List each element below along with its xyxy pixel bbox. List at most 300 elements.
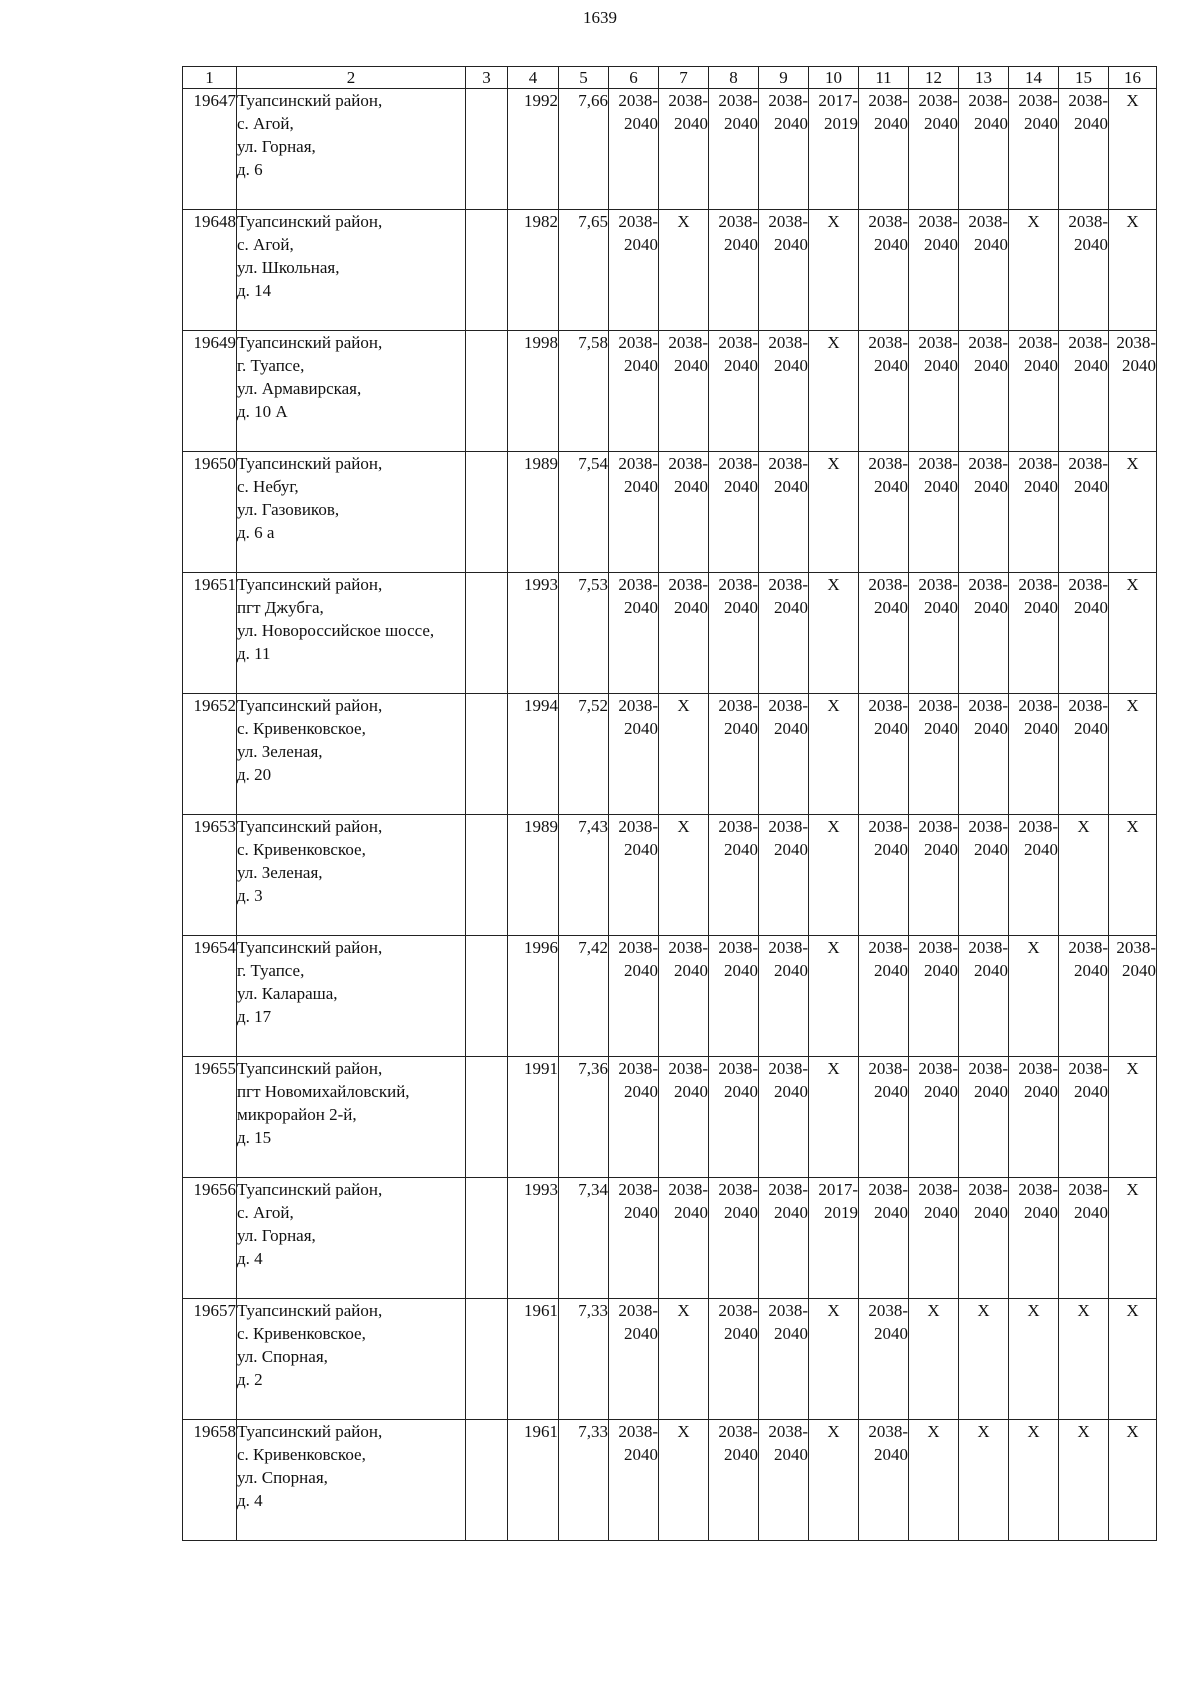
period-part: 2040	[1074, 477, 1108, 496]
address-line: ул. Спорная,	[237, 1347, 328, 1366]
period-part: 2038-	[918, 938, 958, 957]
column-header: 16	[1109, 67, 1157, 89]
period-part: 2040	[624, 961, 658, 980]
period-part: 2040	[1024, 356, 1058, 375]
period-part: 2040	[924, 598, 958, 617]
period-cell	[909, 210, 959, 331]
not-applicable-cell: X	[959, 1299, 1009, 1420]
period-cell	[809, 1178, 859, 1299]
year-cell: 1998	[508, 331, 559, 452]
value-cell: 7,52	[559, 694, 609, 815]
period-part: 2040	[674, 356, 708, 375]
period-cell	[959, 694, 1009, 815]
period-part: 2038-	[1068, 696, 1108, 715]
address-line: д. 17	[237, 1007, 272, 1026]
year-cell: 1982	[508, 210, 559, 331]
period-part: 2040	[1024, 477, 1058, 496]
period-cell	[909, 573, 959, 694]
address-cell	[237, 1299, 466, 1420]
period-cell	[1059, 331, 1109, 452]
table-row	[183, 694, 1157, 815]
period-part: 2038-	[868, 212, 908, 231]
period-cell	[709, 1299, 759, 1420]
period-part: 2040	[1074, 961, 1108, 980]
record-number: 19650	[183, 452, 237, 573]
period-part: 2040	[774, 356, 808, 375]
period-cell	[1009, 331, 1059, 452]
empty-cell	[466, 815, 508, 936]
period-cell	[659, 331, 709, 452]
period-cell	[1009, 89, 1059, 210]
table-row	[183, 89, 1157, 210]
address-cell	[237, 815, 466, 936]
column-header: 12	[909, 67, 959, 89]
period-part: 2038-	[718, 1301, 758, 1320]
period-cell	[659, 452, 709, 573]
address-cell	[237, 694, 466, 815]
table-row	[183, 1420, 1157, 1541]
not-applicable-cell: X	[1059, 1299, 1109, 1420]
value-cell: 7,34	[559, 1178, 609, 1299]
period-cell	[1009, 1057, 1059, 1178]
period-part: 2040	[674, 1082, 708, 1101]
period-part: 2038-	[868, 938, 908, 957]
period-cell	[1009, 1178, 1059, 1299]
address-line: с. Кривенковское,	[237, 719, 366, 738]
value-cell: 7,53	[559, 573, 609, 694]
period-part: 2040	[674, 477, 708, 496]
value-cell: 7,33	[559, 1299, 609, 1420]
period-cell	[759, 694, 809, 815]
period-cell	[959, 573, 1009, 694]
address-line: г. Туапсе,	[237, 356, 305, 375]
period-part: 2038-	[868, 1180, 908, 1199]
not-applicable-cell: X	[1059, 1420, 1109, 1541]
period-part: 2038-	[1068, 938, 1108, 957]
address-line: Туапсинский район,	[237, 91, 383, 110]
period-part: 2038-	[868, 454, 908, 473]
period-part: 2038-	[968, 333, 1008, 352]
address-line: д. 4	[237, 1491, 263, 1510]
period-part: 2040	[1074, 719, 1108, 738]
year-cell: 1961	[508, 1420, 559, 1541]
column-header: 6	[609, 67, 659, 89]
period-cell	[609, 331, 659, 452]
period-part: 2038-	[718, 212, 758, 231]
period-part: 2040	[724, 840, 758, 859]
period-cell	[909, 815, 959, 936]
period-part: 2040	[774, 598, 808, 617]
address-line: ул. Армавирская,	[237, 379, 362, 398]
not-applicable-cell: X	[1109, 452, 1157, 573]
not-applicable-cell: X	[1009, 1299, 1059, 1420]
period-cell	[759, 1420, 809, 1541]
period-part: 2040	[1074, 1082, 1108, 1101]
period-part: 2038-	[918, 1059, 958, 1078]
period-cell	[859, 452, 909, 573]
housing-register-table	[182, 66, 1157, 1541]
period-part: 2038-	[1116, 333, 1156, 352]
period-cell	[959, 89, 1009, 210]
period-part: 2040	[1074, 356, 1108, 375]
period-part: 2040	[724, 356, 758, 375]
period-part: 2038-	[768, 575, 808, 594]
period-part: 2038-	[968, 575, 1008, 594]
period-part: 2038-	[868, 575, 908, 594]
period-part: 2038-	[618, 1059, 658, 1078]
period-part: 2040	[874, 114, 908, 133]
period-part: 2017-	[818, 91, 858, 110]
period-part: 2038-	[968, 938, 1008, 957]
period-part: 2038-	[968, 1059, 1008, 1078]
period-cell	[659, 89, 709, 210]
period-part: 2040	[624, 598, 658, 617]
period-part: 2038-	[1068, 91, 1108, 110]
period-cell	[709, 210, 759, 331]
period-cell	[859, 1178, 909, 1299]
period-cell	[759, 452, 809, 573]
period-part: 2040	[624, 1445, 658, 1464]
year-cell: 1989	[508, 452, 559, 573]
year-cell: 1961	[508, 1299, 559, 1420]
address-cell	[237, 89, 466, 210]
period-cell	[709, 331, 759, 452]
year-cell: 1994	[508, 694, 559, 815]
period-cell	[1059, 89, 1109, 210]
period-part: 2038-	[768, 817, 808, 836]
period-cell	[1059, 1057, 1109, 1178]
period-part: 2019	[824, 1203, 858, 1222]
period-cell	[859, 815, 909, 936]
not-applicable-cell: X	[1109, 1299, 1157, 1420]
column-header: 9	[759, 67, 809, 89]
record-number: 19647	[183, 89, 237, 210]
period-part: 2040	[1074, 235, 1108, 254]
period-part: 2040	[974, 840, 1008, 859]
period-cell	[1009, 573, 1059, 694]
period-part: 2038-	[618, 1422, 658, 1441]
column-number-row	[183, 67, 1157, 89]
period-cell	[1109, 331, 1157, 452]
period-cell	[959, 815, 1009, 936]
period-part: 2040	[874, 1082, 908, 1101]
address-cell	[237, 573, 466, 694]
period-part: 2038-	[718, 575, 758, 594]
period-cell	[609, 1057, 659, 1178]
period-part: 2038-	[1068, 454, 1108, 473]
period-part: 2038-	[718, 454, 758, 473]
address-line: с. Агой,	[237, 114, 294, 133]
period-cell	[659, 1178, 709, 1299]
period-part: 2040	[874, 840, 908, 859]
empty-cell	[466, 1299, 508, 1420]
period-part: 2040	[724, 1203, 758, 1222]
value-cell: 7,66	[559, 89, 609, 210]
column-header: 1	[183, 67, 237, 89]
address-line: Туапсинский район,	[237, 212, 383, 231]
record-number: 19656	[183, 1178, 237, 1299]
period-part: 2040	[1074, 114, 1108, 133]
period-cell	[659, 573, 709, 694]
address-line: с. Кривенковское,	[237, 1445, 366, 1464]
table-row	[183, 815, 1157, 936]
period-part: 2038-	[668, 1180, 708, 1199]
not-applicable-cell: X	[809, 1420, 859, 1541]
period-part: 2038-	[918, 333, 958, 352]
period-part: 2038-	[768, 1422, 808, 1441]
period-part: 2040	[774, 840, 808, 859]
empty-cell	[466, 210, 508, 331]
value-cell: 7,36	[559, 1057, 609, 1178]
period-part: 2038-	[1068, 1180, 1108, 1199]
period-part: 2019	[824, 114, 858, 133]
period-part: 2038-	[968, 454, 1008, 473]
period-part: 2040	[774, 477, 808, 496]
period-cell	[759, 331, 809, 452]
period-part: 2038-	[968, 91, 1008, 110]
period-part: 2038-	[1068, 575, 1108, 594]
period-part: 2040	[774, 1082, 808, 1101]
column-header: 11	[859, 67, 909, 89]
table-header	[183, 67, 1157, 89]
period-part: 2038-	[868, 696, 908, 715]
period-cell	[609, 1420, 659, 1541]
period-part: 2040	[674, 114, 708, 133]
address-cell	[237, 1057, 466, 1178]
period-cell	[1009, 452, 1059, 573]
period-part: 2038-	[768, 333, 808, 352]
period-cell	[909, 89, 959, 210]
record-number: 19654	[183, 936, 237, 1057]
period-part: 2038-	[968, 696, 1008, 715]
record-number: 19649	[183, 331, 237, 452]
period-cell	[959, 1178, 1009, 1299]
column-header: 15	[1059, 67, 1109, 89]
address-line: Туапсинский район,	[237, 1059, 383, 1078]
period-part: 2038-	[868, 91, 908, 110]
period-part: 2040	[974, 235, 1008, 254]
period-part: 2038-	[718, 1059, 758, 1078]
record-number: 19648	[183, 210, 237, 331]
empty-cell	[466, 89, 508, 210]
period-part: 2040	[1024, 1203, 1058, 1222]
period-part: 2040	[674, 961, 708, 980]
period-part: 2038-	[668, 91, 708, 110]
not-applicable-cell: X	[809, 452, 859, 573]
period-cell	[609, 452, 659, 573]
period-part: 2038-	[918, 91, 958, 110]
address-line: Туапсинский район,	[237, 575, 383, 594]
not-applicable-cell: X	[959, 1420, 1009, 1541]
column-header: 5	[559, 67, 609, 89]
value-cell: 7,58	[559, 331, 609, 452]
address-line: пгт Джубга,	[237, 598, 324, 617]
address-line: д. 4	[237, 1249, 263, 1268]
period-cell	[1009, 694, 1059, 815]
period-cell	[909, 331, 959, 452]
period-part: 2040	[724, 235, 758, 254]
period-part: 2040	[1074, 598, 1108, 617]
table-row	[183, 1299, 1157, 1420]
period-cell	[609, 210, 659, 331]
address-line: с. Небуг,	[237, 477, 299, 496]
not-applicable-cell: X	[659, 1420, 709, 1541]
period-part: 2040	[874, 1203, 908, 1222]
period-part: 2038-	[868, 1301, 908, 1320]
empty-cell	[466, 1420, 508, 1541]
not-applicable-cell: X	[1109, 89, 1157, 210]
period-cell	[859, 936, 909, 1057]
period-part: 2040	[624, 114, 658, 133]
page-number: 1639	[583, 8, 617, 27]
period-cell	[909, 1057, 959, 1178]
period-cell	[1059, 452, 1109, 573]
not-applicable-cell: X	[809, 694, 859, 815]
empty-cell	[466, 1178, 508, 1299]
period-cell	[1059, 694, 1109, 815]
period-part: 2038-	[718, 333, 758, 352]
period-cell	[859, 210, 909, 331]
period-cell	[609, 694, 659, 815]
not-applicable-cell: X	[809, 936, 859, 1057]
period-cell	[609, 815, 659, 936]
period-part: 2038-	[918, 454, 958, 473]
period-part: 2040	[774, 719, 808, 738]
period-part: 2040	[674, 1203, 708, 1222]
period-part: 2040	[724, 114, 758, 133]
address-line: пгт Новомихайловский,	[237, 1082, 410, 1101]
table-body	[183, 89, 1157, 1541]
period-cell	[759, 89, 809, 210]
period-part: 2038-	[868, 1059, 908, 1078]
period-part: 2038-	[1018, 454, 1058, 473]
address-line: ул. Горная,	[237, 137, 316, 156]
period-part: 2038-	[1018, 333, 1058, 352]
address-line: ул. Школьная,	[237, 258, 340, 277]
period-part: 2038-	[1018, 575, 1058, 594]
period-cell	[859, 1420, 909, 1541]
table-row	[183, 1178, 1157, 1299]
period-part: 2040	[874, 598, 908, 617]
period-part: 2038-	[618, 454, 658, 473]
period-cell	[709, 815, 759, 936]
period-part: 2038-	[768, 1180, 808, 1199]
address-cell	[237, 331, 466, 452]
table-row	[183, 936, 1157, 1057]
period-cell	[709, 1178, 759, 1299]
not-applicable-cell: X	[1009, 210, 1059, 331]
period-part: 2038-	[718, 938, 758, 957]
value-cell: 7,33	[559, 1420, 609, 1541]
not-applicable-cell: X	[1109, 1178, 1157, 1299]
empty-cell	[466, 573, 508, 694]
column-header: 13	[959, 67, 1009, 89]
period-part: 2038-	[968, 212, 1008, 231]
period-part: 2038-	[618, 333, 658, 352]
period-part: 2038-	[718, 1422, 758, 1441]
period-part: 2040	[974, 477, 1008, 496]
period-cell	[709, 89, 759, 210]
address-line: д. 10 А	[237, 402, 288, 421]
period-part: 2038-	[618, 1301, 658, 1320]
period-part: 2040	[874, 356, 908, 375]
column-header: 8	[709, 67, 759, 89]
period-part: 2040	[1024, 598, 1058, 617]
address-cell	[237, 1178, 466, 1299]
period-part: 2038-	[718, 1180, 758, 1199]
period-part: 2040	[624, 1324, 658, 1343]
column-header: 14	[1009, 67, 1059, 89]
period-part: 2038-	[618, 212, 658, 231]
period-part: 2040	[624, 235, 658, 254]
address-cell	[237, 936, 466, 1057]
empty-cell	[466, 331, 508, 452]
period-cell	[709, 694, 759, 815]
period-part: 2038-	[1018, 1059, 1058, 1078]
period-part: 2040	[624, 840, 658, 859]
period-part: 2038-	[718, 91, 758, 110]
period-part: 2038-	[768, 696, 808, 715]
period-cell	[859, 694, 909, 815]
not-applicable-cell: X	[809, 1299, 859, 1420]
address-line: с. Кривенковское,	[237, 1324, 366, 1343]
column-header: 7	[659, 67, 709, 89]
record-number: 19657	[183, 1299, 237, 1420]
period-part: 2040	[874, 477, 908, 496]
column-header: 3	[466, 67, 508, 89]
period-part: 2040	[1024, 114, 1058, 133]
value-cell: 7,54	[559, 452, 609, 573]
period-part: 2040	[724, 1445, 758, 1464]
period-part: 2040	[624, 1082, 658, 1101]
period-part: 2040	[724, 961, 758, 980]
address-line: Туапсинский район,	[237, 1422, 383, 1441]
period-part: 2038-	[718, 817, 758, 836]
record-number: 19655	[183, 1057, 237, 1178]
period-cell	[859, 573, 909, 694]
period-cell	[959, 1057, 1009, 1178]
period-cell	[759, 1057, 809, 1178]
record-number: 19651	[183, 573, 237, 694]
period-part: 2040	[924, 961, 958, 980]
period-part: 2038-	[918, 575, 958, 594]
address-line: с. Агой,	[237, 235, 294, 254]
period-part: 2038-	[918, 212, 958, 231]
address-line: д. 6 а	[237, 523, 275, 542]
period-part: 2040	[874, 1445, 908, 1464]
period-cell	[1109, 936, 1157, 1057]
address-line: с. Кривенковское,	[237, 840, 366, 859]
period-cell	[909, 936, 959, 1057]
empty-cell	[466, 694, 508, 815]
period-cell	[809, 89, 859, 210]
period-cell	[959, 331, 1009, 452]
period-part: 2040	[724, 719, 758, 738]
period-part: 2040	[974, 1203, 1008, 1222]
value-cell: 7,65	[559, 210, 609, 331]
year-cell: 1993	[508, 1178, 559, 1299]
period-part: 2040	[774, 961, 808, 980]
period-part: 2040	[974, 1082, 1008, 1101]
period-part: 2038-	[668, 454, 708, 473]
period-part: 2040	[924, 477, 958, 496]
period-part: 2038-	[1068, 1059, 1108, 1078]
period-part: 2038-	[718, 696, 758, 715]
table-row	[183, 452, 1157, 573]
not-applicable-cell: X	[1009, 1420, 1059, 1541]
period-part: 2038-	[968, 1180, 1008, 1199]
period-part: 2040	[874, 961, 908, 980]
